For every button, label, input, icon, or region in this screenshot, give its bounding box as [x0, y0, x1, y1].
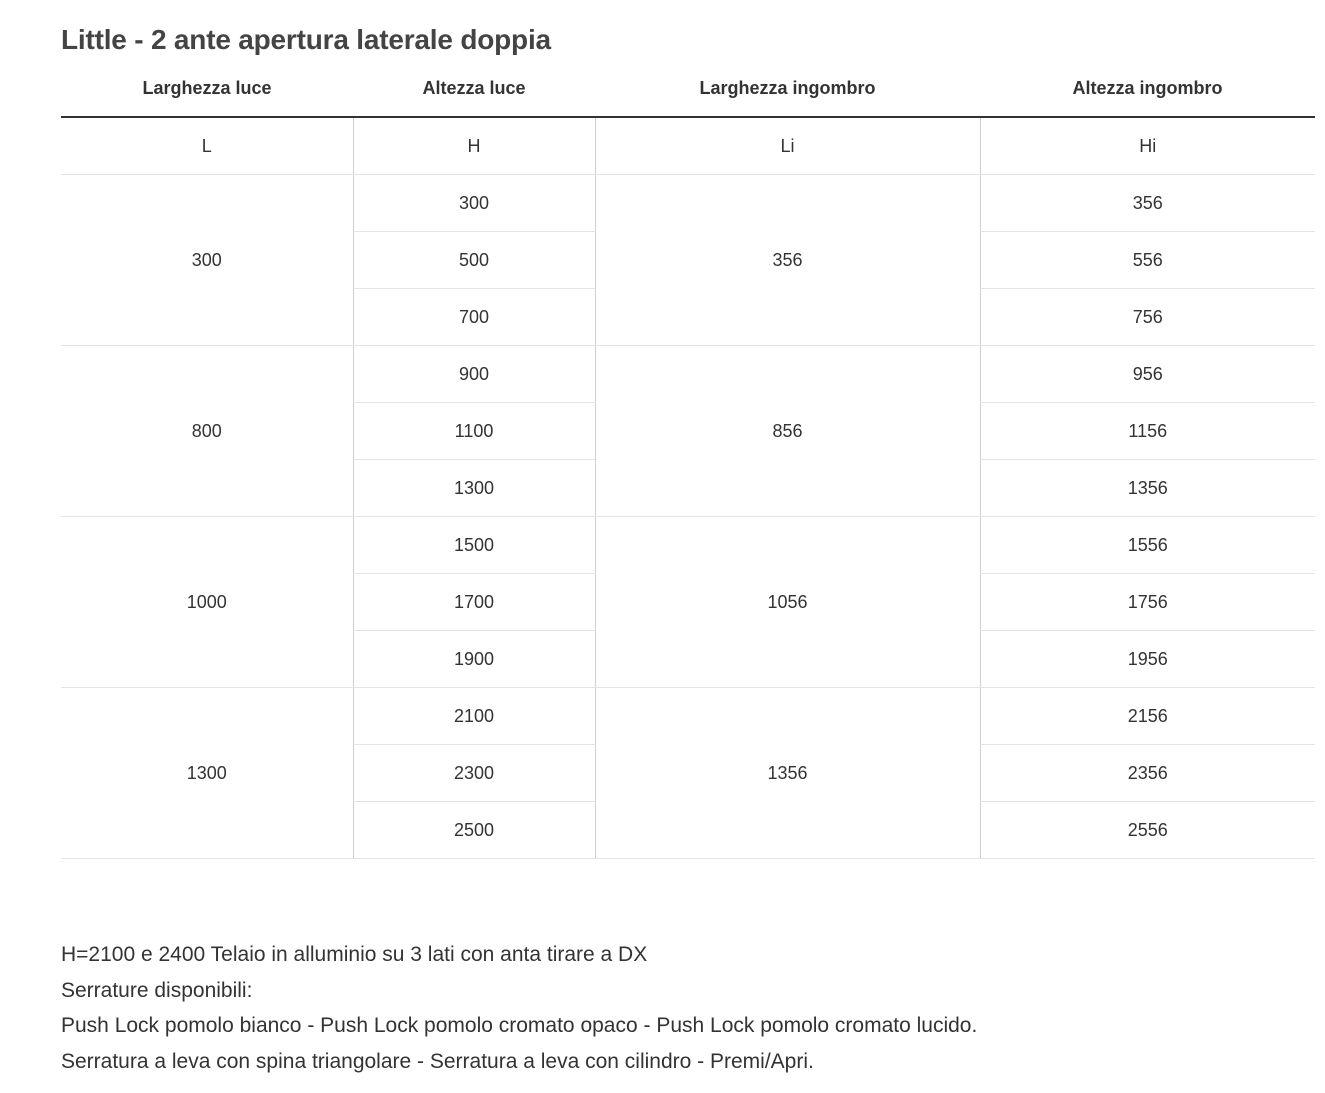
cell-hi: 1956	[980, 631, 1315, 688]
table-row	[61, 517, 1315, 574]
cell-h: 500	[353, 232, 595, 289]
header-altezza-luce: Altezza luce	[353, 61, 595, 117]
cell-h: 2300	[353, 745, 595, 802]
cell-hi: 2556	[980, 802, 1315, 859]
symbol-hi: Hi	[980, 117, 1315, 175]
cell-h: 1700	[353, 574, 595, 631]
cell-hi: 1756	[980, 574, 1315, 631]
note-lever-locks: Serratura a leva con spina triangolare - Serratura a leva con cilindro - Premi/Apri.	[61, 1049, 814, 1073]
header-altezza-ingombro: Altezza ingombro	[980, 61, 1315, 117]
note-push-locks: Push Lock pomolo bianco - Push Lock pomolo cromato opaco - Push Lock pomolo cromato lucido.	[61, 1014, 978, 1037]
header-larghezza-ingombro: Larghezza ingombro	[595, 61, 980, 117]
cell-hi: 556	[980, 232, 1315, 289]
header-larghezza-luce: Larghezza luce	[61, 61, 353, 117]
notes	[61, 937, 977, 1079]
cell-hi: 2156	[980, 688, 1315, 745]
page-title: Little - 2 ante apertura laterale doppia	[61, 24, 551, 55]
cell-hi: 1556	[980, 517, 1315, 574]
dimensions-table	[61, 61, 1315, 859]
cell-hi: 356	[980, 175, 1315, 232]
symbol-l: L	[61, 117, 353, 175]
cell-h: 700	[353, 289, 595, 346]
table-row	[61, 175, 1315, 232]
cell-h: 2100	[353, 688, 595, 745]
cell-l: 1000	[61, 517, 353, 688]
cell-h: 900	[353, 346, 595, 403]
cell-h: 1100	[353, 403, 595, 460]
symbol-h: H	[353, 117, 595, 175]
symbol-li: Li	[595, 117, 980, 175]
cell-l: 300	[61, 175, 353, 346]
note-locks-heading: Serrature disponibili:	[61, 978, 253, 1002]
cell-h: 1500	[353, 517, 595, 574]
table-row	[61, 346, 1315, 403]
cell-hi: 956	[980, 346, 1315, 403]
cell-hi: 756	[980, 289, 1315, 346]
cell-l: 1300	[61, 688, 353, 859]
cell-hi: 1356	[980, 460, 1315, 517]
symbol-row	[61, 117, 1315, 175]
cell-hi: 1156	[980, 403, 1315, 460]
cell-h: 300	[353, 175, 595, 232]
cell-hi: 2356	[980, 745, 1315, 802]
note-frame: H=2100 e 2400 Telaio in alluminio su 3 lati con anta tirare a DX	[61, 943, 648, 966]
table-row	[61, 688, 1315, 745]
cell-li: 1056	[595, 517, 980, 688]
cell-li: 856	[595, 346, 980, 517]
cell-li: 356	[595, 175, 980, 346]
cell-h: 1900	[353, 631, 595, 688]
cell-li: 1356	[595, 688, 980, 859]
cell-h: 2500	[353, 802, 595, 859]
cell-h: 1300	[353, 460, 595, 517]
table-header-row	[61, 61, 1315, 117]
cell-l: 800	[61, 346, 353, 517]
